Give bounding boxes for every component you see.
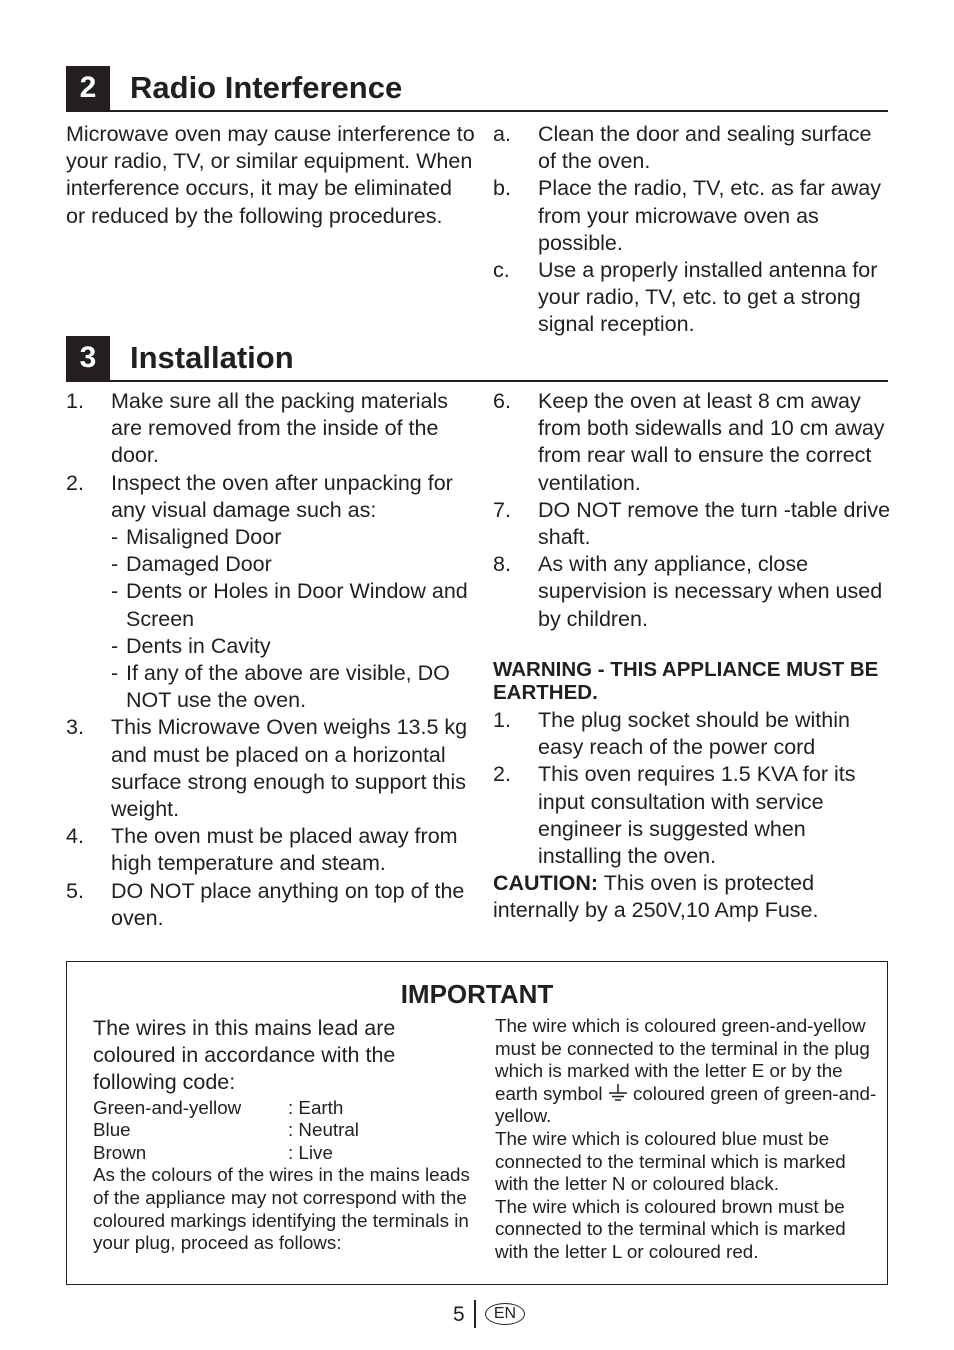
damage-item: - If any of the above are visible, DO NOT use the oven.: [111, 661, 450, 713]
caution-note: [493, 870, 893, 924]
earth-wire-instruction: The wire which is coloured green-and-yellow must be connected to the terminal in the plug which is marked with the letter E or by the earth symbol coloured green of green-and-yellow.: [495, 1015, 877, 1127]
list-item: 3. This Microwave Oven weighs 13.5 kg and must be placed on a horizontal surface strong enough to support this weight.: [66, 715, 468, 822]
damage-list: [111, 524, 476, 714]
section-number: 3: [66, 336, 110, 380]
caution-text: This oven is protected internally by a 250V,10 Amp Fuse.: [493, 871, 819, 923]
list-item: 4. The oven must be placed away from high temperature and steam.: [66, 824, 458, 876]
important-title: IMPORTANT: [400, 979, 554, 1009]
important-right-column: [495, 1015, 880, 1264]
radio-intro: Microwave oven may cause interference to your radio, TV, or similar equipment. When interference occurs, it may be eliminated or reduced by the following procedures.: [66, 122, 475, 228]
installation-list-left: [66, 388, 476, 932]
wire-row: Green-and-yellow : Earth: [93, 1096, 344, 1118]
page-number: 5: [453, 1303, 465, 1326]
section-2-heading: [66, 66, 888, 112]
damage-item: - Dents in Cavity: [111, 633, 271, 658]
list-item: 2. Inspect the oven after unpacking for any visual damage such as: - Misaligned Door - Damaged Door - Dents or Holes in Door Window and Screen - Dents in Cavity - If any of the above are visible, DO NOT use the oven.: [66, 470, 476, 715]
language-badge: EN: [485, 1303, 525, 1325]
list-item: 1. Make sure all the packing materials are removed from the inside of the door.: [66, 389, 448, 468]
list-item: 2. This oven requires 1.5 KVA for its input consultation with service engineer is suggested when installing the oven.: [493, 762, 856, 869]
list-item: 5. DO NOT place anything on top of the oven.: [66, 878, 465, 930]
damage-item: - Damaged Door: [111, 552, 272, 577]
section-number: 2: [66, 66, 110, 110]
footer-divider: [474, 1300, 476, 1328]
damage-item: - Dents or Holes in Door Window and Screen: [111, 579, 468, 631]
list-item: a. Clean the door and sealing surface of the oven.: [493, 122, 872, 174]
plug-note: As the colours of the wires in the mains leads of the appliance may not correspond with the coloured markings identifying the terminals in your plug, proceed as follows:: [93, 1164, 470, 1254]
live-wire-instruction: The wire which is coloured brown must be connected to the terminal which is marked with the letter L or coloured red.: [495, 1195, 846, 1262]
section-title: Radio Interference: [130, 70, 403, 105]
list-item: 6. Keep the oven at least 8 cm away from both sidewalls and 10 cm away from rear wall to ensure the correct ventilation.: [493, 389, 885, 495]
list-item: 8. As with any appliance, close supervision is necessary when used by children.: [493, 552, 883, 631]
installation-list-right: [493, 388, 893, 633]
neutral-wire-instruction: The wire which is coloured blue must be connected to the terminal which is marked with the letter N or coloured black.: [495, 1127, 846, 1195]
section-3-heading: [66, 336, 888, 382]
list-item: 1. The plug socket should be within easy reach of the power cord: [493, 708, 850, 760]
caution-label: CAUTION:: [493, 871, 599, 895]
list-item: b. Place the radio, TV, etc. as far away from your microwave oven as possible.: [493, 176, 881, 255]
wire-row: Blue : Neutral: [93, 1119, 359, 1141]
radio-procedure-list: [493, 121, 893, 339]
wire-code-table: [93, 1097, 478, 1165]
damage-item: - Misaligned Door: [111, 525, 282, 550]
earthing-list: [493, 707, 893, 870]
earthing-warning: WARNING - THIS APPLIANCE MUST BE EARTHED.: [493, 658, 879, 704]
wire-code-intro: The wires in this mains lead are coloured in accordance with the following code:: [93, 1016, 396, 1095]
earth-symbol-icon: [608, 1084, 628, 1102]
section-title: Installation: [130, 340, 294, 375]
list-item: 7. DO NOT remove the turn -table drive shaft.: [493, 497, 891, 550]
important-box: [66, 961, 888, 1285]
wire-row: Brown : Live: [93, 1141, 333, 1163]
list-item: c. Use a properly installed antenna for your radio, TV, etc. to get a strong signal reception.: [493, 258, 878, 337]
important-left-column: [93, 1015, 478, 1255]
